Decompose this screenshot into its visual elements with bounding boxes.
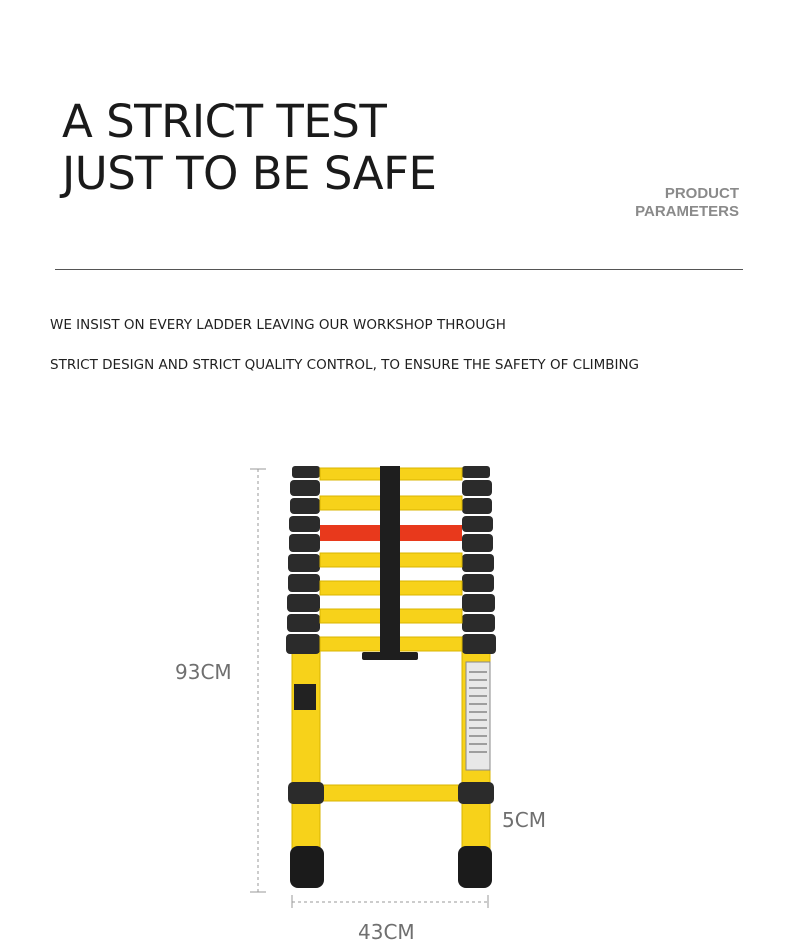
rung-dimension-label: 5CM <box>502 808 546 832</box>
height-dimension-label: 93CM <box>175 660 232 684</box>
section-label <box>635 185 739 221</box>
intro-line-2: STRICT DESIGN AND STRICT QUALITY CONTROL, TO ENSURE THE SAFETY OF CLIMBING <box>50 357 640 373</box>
section-label-line-1: PRODUCT <box>664 185 739 202</box>
headline <box>62 96 436 200</box>
width-dimension-label: 43CM <box>358 920 415 944</box>
intro-line-1: WE INSIST ON EVERY LADDER LEAVING OUR WORKSHOP THROUGH <box>50 317 506 333</box>
ladder-product-image <box>240 455 540 915</box>
divider <box>55 269 743 270</box>
headline-line-1: A STRICT TEST <box>62 95 387 148</box>
section-label-line-2: PARAMETERS <box>635 203 739 220</box>
headline-line-2: JUST TO BE SAFE <box>62 147 437 200</box>
